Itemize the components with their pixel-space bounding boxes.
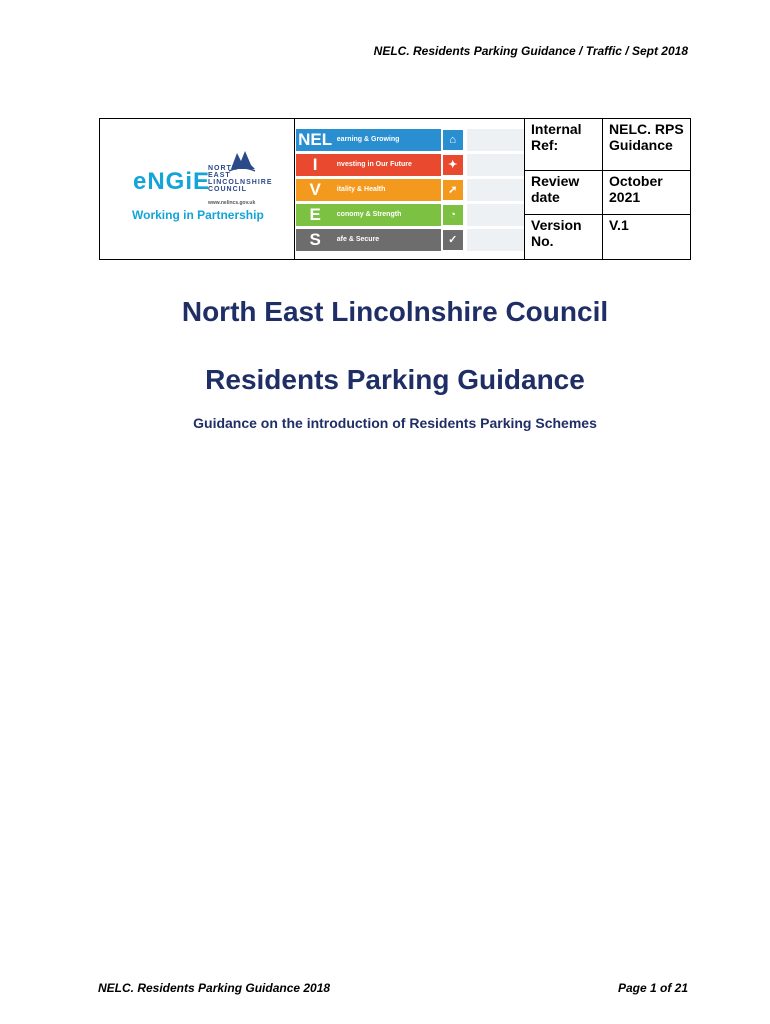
banner-band: [296, 129, 524, 151]
council-line: LINCOLNSHIRE: [208, 179, 273, 186]
band-label: conomy & Strength: [335, 204, 441, 226]
band-letter: I: [296, 154, 335, 176]
page-number: Page 1 of 21: [617, 981, 688, 995]
council-url: www.nelincs.gov.uk: [208, 200, 256, 206]
version-label: Version No.: [525, 215, 603, 260]
nelives-banner: [296, 125, 524, 253]
band-letter: E: [296, 204, 335, 226]
document-title: North East Lincolnshire Council: [181, 296, 609, 327]
banner-band: [296, 204, 524, 226]
version-value: V.1: [603, 215, 691, 260]
band-description: [467, 179, 524, 201]
document-subtitle: Residents Parking Guidance: [205, 364, 585, 395]
partner-logo: [100, 119, 294, 259]
band-label: itality & Health: [335, 179, 441, 201]
logo-tagline: Working in Partnership: [132, 208, 264, 222]
banner-band: [296, 154, 524, 176]
council-line: EAST: [208, 172, 231, 179]
internal-ref-label: Internal Ref:: [525, 119, 603, 171]
band-label: afe & Secure: [335, 229, 441, 251]
internal-ref-value: NELC. RPS Guidance: [603, 119, 691, 171]
banner-cell: [295, 119, 525, 260]
band-description: [467, 204, 524, 226]
council-line: NORTH: [208, 165, 238, 172]
handshake-icon: ✦: [443, 155, 463, 175]
runner-icon: ➚: [443, 180, 463, 200]
banner-band: [296, 229, 524, 251]
band-label: nvesting in Our Future: [335, 154, 441, 176]
page-footer-title: NELC. Residents Parking Guidance 2018: [98, 981, 331, 995]
document-info-table: [99, 118, 691, 260]
band-description: [467, 129, 524, 151]
shield-icon: ✓: [443, 230, 463, 250]
engie-logo: eNGiE: [133, 168, 211, 195]
pie-icon: ◔: [443, 205, 463, 225]
band-letter: NEL: [296, 129, 335, 151]
council-name: [208, 165, 273, 193]
review-date-label: Review date: [525, 171, 603, 215]
band-description: [467, 229, 524, 251]
review-date-value: October 2021: [603, 171, 691, 215]
logo-cell: [100, 119, 295, 260]
band-letter: S: [296, 229, 335, 251]
band-description: [467, 154, 524, 176]
page-header: NELC. Residents Parking Guidance / Traffic / Sept 2018: [373, 44, 688, 58]
house-icon: ⌂: [443, 130, 463, 150]
band-letter: V: [296, 179, 335, 201]
council-line: COUNCIL: [208, 186, 247, 193]
band-label: earning & Growing: [335, 129, 441, 151]
banner-band: [296, 179, 524, 201]
document-description: Guidance on the introduction of Residents Parking Schemes: [193, 415, 597, 431]
